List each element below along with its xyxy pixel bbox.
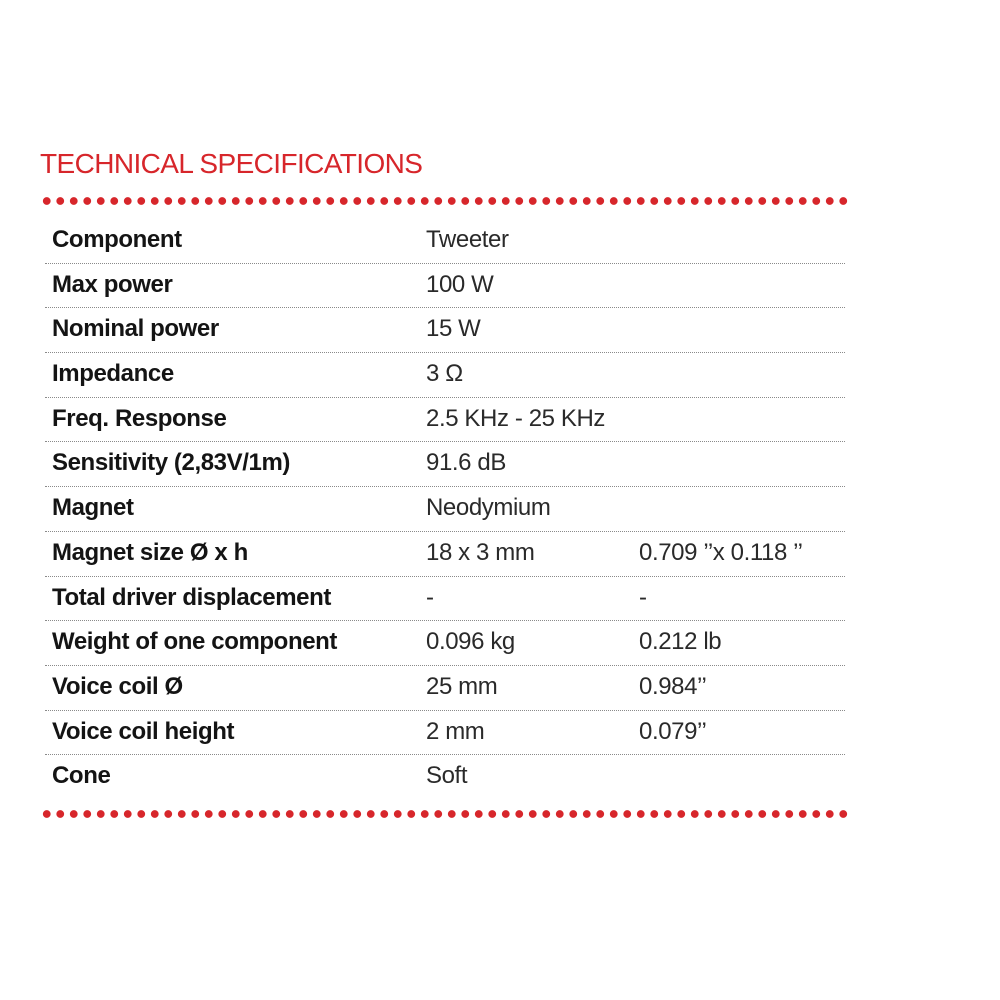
- spec-label: Weight of one component: [52, 628, 337, 656]
- spec-value: 25 mm: [426, 672, 498, 700]
- spec-label: Freq. Response: [52, 404, 227, 432]
- spec-row-component: [45, 219, 845, 264]
- spec-value-imperial: -: [639, 583, 647, 611]
- spec-value: 3 Ω: [426, 360, 463, 388]
- spec-row-voice-coil-diameter: [45, 666, 845, 711]
- spec-label: Voice coil Ø: [52, 672, 183, 700]
- spec-label: Component: [52, 226, 182, 253]
- spec-label: Sensitivity (2,83V/1m): [52, 449, 290, 477]
- spec-value-imperial: 0.984’’: [639, 672, 707, 700]
- spec-value: 15 W: [426, 315, 481, 343]
- spec-label: Magnet size Ø x h: [52, 538, 248, 566]
- dotted-divider-bottom: [40, 809, 850, 819]
- spec-value: 2 mm: [426, 717, 485, 745]
- spec-row-sensitivity: [45, 442, 845, 487]
- spec-value: 0.096 kg: [426, 628, 515, 656]
- spec-label: Voice coil height: [52, 717, 235, 745]
- spec-value: Soft: [426, 762, 468, 790]
- spec-row-max-power: [45, 264, 845, 309]
- spec-value: -: [426, 583, 434, 611]
- spec-row-nominal-power: [45, 308, 845, 353]
- spec-value-imperial: 0.709 ’’x 0.118 ’’: [639, 538, 803, 566]
- spec-row-cone: [45, 755, 845, 800]
- section-title: TECHNICAL SPECIFICATIONS: [40, 148, 423, 179]
- spec-value-imperial: 0.212 lb: [639, 628, 722, 656]
- spec-row-impedance: [45, 353, 845, 398]
- spec-value-imperial: 0.079’’: [639, 717, 707, 745]
- spec-value: 91.6 dB: [426, 449, 506, 477]
- spec-value: Tweeter: [426, 226, 509, 253]
- spec-row-weight: [45, 621, 845, 666]
- spec-label: Impedance: [52, 360, 174, 388]
- spec-label: Magnet: [52, 494, 134, 522]
- spec-value: 18 x 3 mm: [426, 538, 535, 566]
- spec-value: 2.5 KHz - 25 KHz: [426, 404, 606, 432]
- spec-label: Cone: [52, 762, 111, 790]
- spec-label: Total driver displacement: [52, 583, 331, 611]
- spec-row-freq-response: [45, 398, 845, 443]
- spec-value: 100 W: [426, 270, 494, 298]
- spec-label: Max power: [52, 270, 173, 298]
- spec-row-voice-coil-height: [45, 711, 845, 756]
- spec-row-magnet: [45, 487, 845, 532]
- spec-row-magnet-size: [45, 532, 845, 577]
- spec-value: Neodymium: [426, 494, 551, 522]
- spec-row-total-driver-displacement: [45, 577, 845, 622]
- dotted-divider-top: [40, 196, 850, 206]
- spec-table: [45, 219, 845, 800]
- spec-label: Nominal power: [52, 315, 219, 343]
